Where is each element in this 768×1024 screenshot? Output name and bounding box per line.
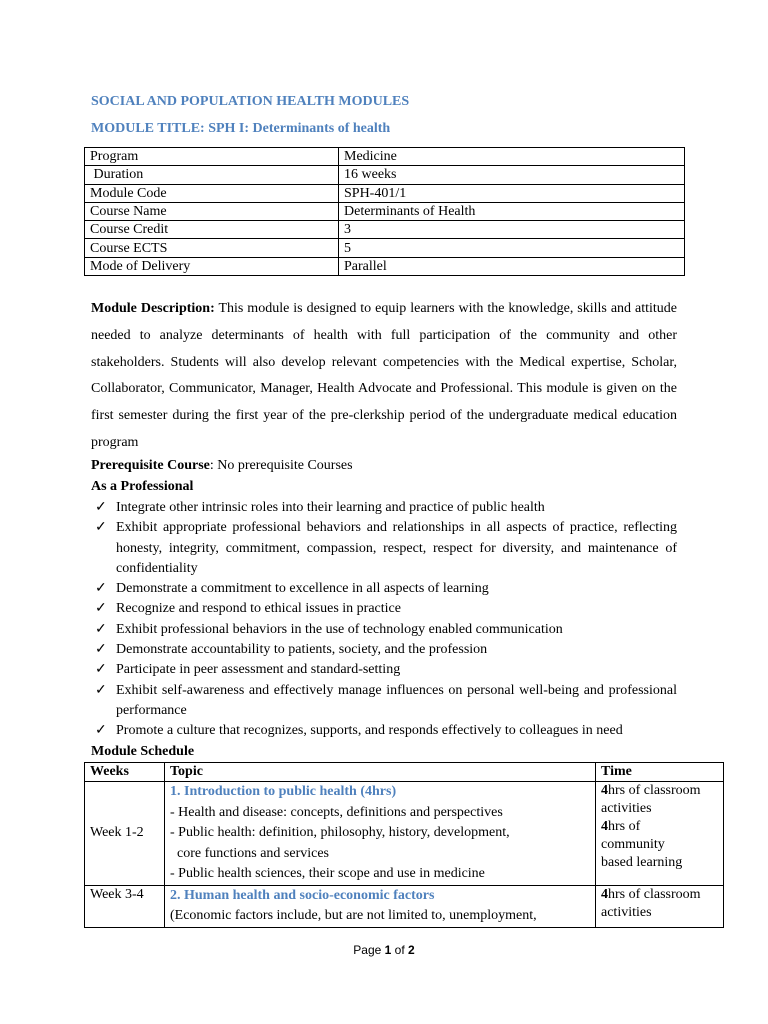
info-value: SPH-401/1 (339, 184, 685, 202)
schedule-time-text: hrs of (608, 819, 641, 834)
footer-current-page: 1 (384, 943, 392, 957)
prerequisite-course (91, 458, 353, 474)
schedule-topic-title: 2. Human health and socio-economic factors (170, 887, 435, 903)
schedule-time-line (601, 854, 718, 872)
checklist-item-text: Demonstrate accountability to patients, society, and the profession (116, 642, 488, 658)
schedule-time-line (601, 800, 718, 818)
schedule-time-line (601, 818, 718, 836)
schedule-header-weeks: Weeks (85, 763, 165, 782)
schedule-topic (165, 885, 596, 927)
checklist-item (91, 721, 677, 741)
info-row (85, 202, 685, 220)
info-row (85, 257, 685, 275)
checkmark-icon: ✓ (95, 642, 107, 658)
checklist-item-text: Exhibit professional behaviors in the use of technology enabled communication (116, 621, 563, 637)
schedule-time-text: community (601, 837, 665, 852)
schedule-topic-title: 1. Introduction to public health (4hrs) (170, 784, 397, 799)
info-label: Mode of Delivery (85, 257, 339, 275)
footer-prefix: Page (353, 943, 385, 957)
page-footer (0, 943, 768, 957)
schedule-time-text: activities (601, 904, 652, 920)
checklist-item (91, 498, 677, 518)
schedule-time-hours: 4 (601, 886, 608, 902)
professional-heading: As a Professional (91, 479, 194, 494)
footer-middle: of (391, 943, 409, 957)
schedule-header-row (85, 763, 724, 782)
schedule-row (85, 782, 724, 886)
checkmark-icon: ✓ (95, 581, 107, 597)
checklist-item (91, 660, 677, 680)
info-row (85, 221, 685, 239)
schedule-time-line (601, 782, 718, 800)
info-value: 3 (339, 221, 685, 239)
info-row (85, 148, 685, 166)
schedule-topic-line: - Health and disease: concepts, definitions and perspectives (170, 804, 503, 820)
checklist-item-text: Participate in peer assessment and standard-setting (116, 662, 401, 678)
schedule-time (596, 782, 724, 886)
checklist-item (91, 681, 677, 722)
info-value: 16 weeks (339, 166, 685, 184)
module-description (91, 296, 677, 457)
checkmark-icon: ✓ (95, 662, 107, 678)
checkmark-icon: ✓ (95, 601, 107, 617)
schedule-time-text: based learning (601, 855, 683, 870)
checkmark-icon: ✓ (95, 723, 107, 739)
info-label: Module Code (85, 184, 339, 202)
module-schedule-title: Module Schedule (91, 744, 195, 759)
schedule-time-line (601, 886, 718, 904)
checklist-item (91, 640, 677, 660)
schedule-time-text: hrs of classroom (608, 783, 701, 798)
schedule-topic-line: - Public health sciences, their scope and use in medicine (170, 866, 485, 881)
checklist-item (91, 599, 677, 619)
professional-checklist (91, 498, 677, 742)
schedule-topic (165, 782, 596, 886)
footer-total-pages: 2 (408, 943, 415, 957)
schedule-row (85, 885, 724, 927)
info-row (85, 184, 685, 202)
module-info-table (84, 147, 685, 276)
checklist-item-text: Promote a culture that recognizes, supports, and responds effectively to colleagues in need (116, 723, 623, 739)
schedule-time-hours: 4 (601, 819, 608, 834)
info-label: Course Credit (85, 221, 339, 239)
checklist-item-text: Integrate other intrinsic roles into their learning and practice of public health (116, 500, 545, 515)
checklist-item (91, 518, 677, 579)
info-value: Parallel (339, 257, 685, 275)
info-row (85, 166, 685, 184)
info-value: 5 (339, 239, 685, 257)
checkmark-icon: ✓ (95, 500, 107, 515)
schedule-time-text: hrs of classroom (608, 886, 701, 902)
schedule-topic-line: core functions and services (170, 845, 329, 861)
module-description-label: Module Description: (91, 301, 215, 316)
checklist-item (91, 620, 677, 640)
info-label: Course Name (85, 202, 339, 220)
checkmark-icon: ✓ (95, 621, 107, 637)
info-label: Program (85, 148, 339, 166)
info-value: Medicine (339, 148, 685, 166)
info-value: Determinants of Health (339, 202, 685, 220)
module-description-text: This module is designed to equip learners with the knowledge, skills and attitude needed to analyze determinants of health with full participation of the community and other stakeholders. Students will also develop relevant competencies with the Medical expertise, Scholar, Collaborator, Communicator, Manager, Health Advocate and Professional. This module is given on the first semester during the first year of the pre-clerkship period of the undergraduate medical education program (91, 301, 678, 450)
prerequisite-label: Prerequisite Course (91, 458, 210, 473)
schedule-time-hours: 4 (601, 783, 608, 798)
checkmark-icon: ✓ (95, 520, 107, 536)
schedule-time-text: activities (601, 801, 652, 816)
schedule-header-topic: Topic (165, 763, 596, 782)
document-heading: SOCIAL AND POPULATION HEALTH MODULES (91, 94, 410, 109)
info-label: Course ECTS (85, 239, 339, 257)
schedule-header-time: Time (596, 763, 724, 782)
checklist-item-text: Exhibit self-awareness and effectively manage influences on personal well-being and professional performance (116, 682, 677, 718)
module-schedule-table (84, 762, 724, 928)
schedule-topic-line: - Public health: definition, philosophy, history, development, (170, 825, 510, 840)
schedule-weeks: Week 3-4 (85, 885, 165, 927)
schedule-weeks: Week 1-2 (85, 782, 165, 886)
schedule-topic-line: (Economic factors include, but are not limited to, unemployment, (170, 908, 537, 923)
checklist-item-text: Exhibit appropriate professional behaviors and relationships in all aspects of practice, reflecting honesty, integrity, commitment, compassion, respect, respect for diversity, and maintenance of confidentiality (116, 520, 677, 576)
info-label: Duration (85, 166, 339, 184)
info-row (85, 239, 685, 257)
schedule-time-line (601, 836, 718, 854)
checklist-item-text: Demonstrate a commitment to excellence in all aspects of learning (116, 581, 489, 597)
module-title: MODULE TITLE: SPH I: Determinants of health (91, 121, 391, 136)
checklist-item (91, 579, 677, 599)
checklist-item-text: Recognize and respond to ethical issues in practice (116, 601, 401, 617)
schedule-time (596, 885, 724, 927)
schedule-time-line (601, 904, 718, 922)
checkmark-icon: ✓ (95, 682, 107, 698)
prerequisite-text: : No prerequisite Courses (209, 458, 353, 473)
